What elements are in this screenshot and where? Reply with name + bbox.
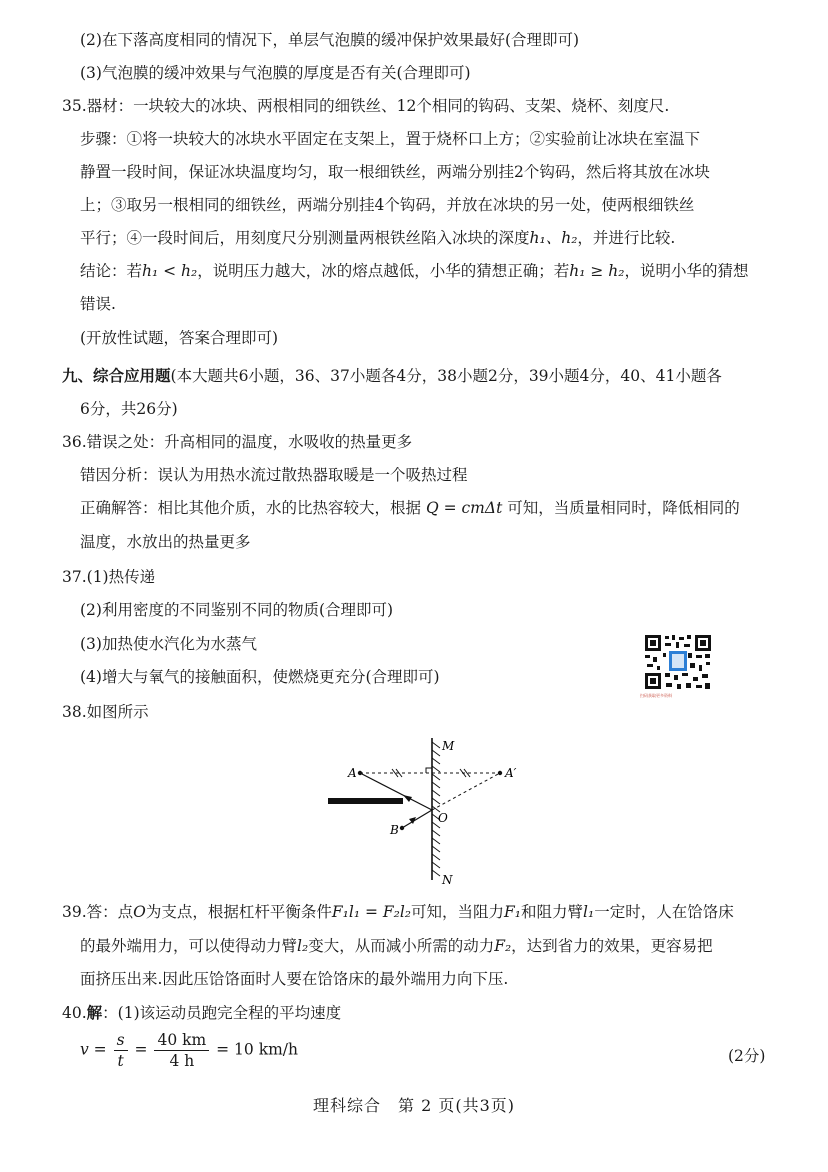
answer-37-3: (3)加热使水汽化为水蒸气 [80,635,257,653]
math-condition-2: h₁ ≥ h₂ [569,262,625,280]
label-b: B [390,823,399,837]
answer-35-conclusion: 结论：若h₁ < h₂，说明压力越大，冰的熔点越低，小华的猜想正确；若h₁ ≥ h₂，说明小华的猜想 [80,262,749,280]
answer-36-solution-end: 温度，水放出的热量更多 [80,533,251,551]
answer-35-steps-1: 步骤：①将一块较大的冰块水平固定在支架上，置于烧杯口上方；②实验前让冰块在室温下 [80,130,701,148]
fraction-s-over-t: $\frac{s}{t}$ [114,1030,128,1071]
answer-35-conclusion-end: 错误. [80,295,116,313]
answer-37-1: 37.(1)热传递 [62,568,156,586]
qr-code-image [643,633,713,691]
label-o: O [438,811,448,825]
answer-39-2: 的最外端用力，可以使得动力臂l₂变大，从而减小所需的动力F₂，达到省力的效果，更容易把 [80,937,713,955]
label-a: A [348,766,357,780]
answer-39-3: 面挤压出来.因此压饸饹面时人要在饸饹床的最外端用力向下压. [80,970,509,988]
answer-35-steps-2: 静置一段时间，保证冰块温度均匀，取一根细铁丝，两端分别挂2个钩码，然后将其放在冰块 [80,163,710,181]
label-n: N [442,873,453,887]
answer-38: 38.如图所示 [62,703,149,721]
score-mark: (2分) [728,1047,766,1065]
page-footer: 理科综合 第 2 页(共3页) [312,1096,516,1115]
answer-34-2: (2)在下落高度相同的情况下，单层气泡膜的缓冲保护效果最好(合理即可) [80,31,580,49]
section-9-heading: 九、综合应用题(本大题共6小题，36、37小题各4分，38小题2分，39小题4分，40、41小题各 [62,366,722,385]
answer-36-solution: 正确解答：相比其他介质，水的比热容较大，根据 Q = cmΔt 可知，当质量相同时，降低相同的 [80,499,740,517]
answer-35-note: (开放性试题，答案合理即可) [80,329,279,347]
math-h1-h2: h₁、h₂ [529,229,578,247]
section-9-title: 九、综合应用题 [62,366,171,385]
math-heat-formula: Q = cmΔt [425,499,503,517]
section-9-heading-cont: 6分，共26分) [80,400,178,418]
qr-code-caption: 扫码获取更多资料 [640,693,672,698]
fraction-distance-over-time: $\frac{40 km}{4 h}$ [154,1030,209,1071]
answer-35-equipment: 35.器材：一块较大的冰块、两根相同的细铁丝、12个相同的钩码、支架、烧杯、刻度尺. [62,97,670,115]
answer-36-error: 36.错误之处：升高相同的温度，水吸收的热量更多 [62,433,413,451]
answer-36-analysis: 错因分析：误认为用热水流过散热器取暖是一个吸热过程 [80,466,468,484]
label-m: M [442,739,455,753]
answer-37-2: (2)利用密度的不同鉴别不同的物质(合理即可) [80,601,394,619]
answer-39-1: 39.答：点O为支点，根据杠杆平衡条件F₁l₁ = F₂l₂可知，当阻力F₁和阻力臂l₁一定时，人在饸饹床 [62,903,734,921]
answer-34-3: (3)气泡膜的缓冲效果与气泡膜的厚度是否有关(合理即可) [80,64,471,82]
answer-40-1: 40.解：(1)该运动员跑完全程的平均速度 [62,1003,342,1022]
velocity-formula: v = $\frac{s}{t}$ = $\frac{40 km}{4 h}$ = 10 km/h [80,1031,298,1070]
label-a-prime: A′ [505,766,517,780]
math-condition-1: h₁ < h₂ [142,262,198,280]
math-lever-equation: F₁l₁ = F₂l₂ [331,903,412,921]
answer-35-steps-3: 上；③取另一根相同的细铁丝，两端分别挂4个钩码，并放在冰块的另一处，使两根细铁丝 [80,196,695,214]
answer-35-steps-4: 平行；④一段时间后，用刻度尺分别测量两根铁丝陷入冰块的深度h₁、h₂，并进行比较. [80,229,676,247]
mirror-reflection-diagram [320,730,540,890]
answer-37-4: (4)增大与氧气的接触面积，使燃烧更充分(合理即可) [80,668,440,686]
